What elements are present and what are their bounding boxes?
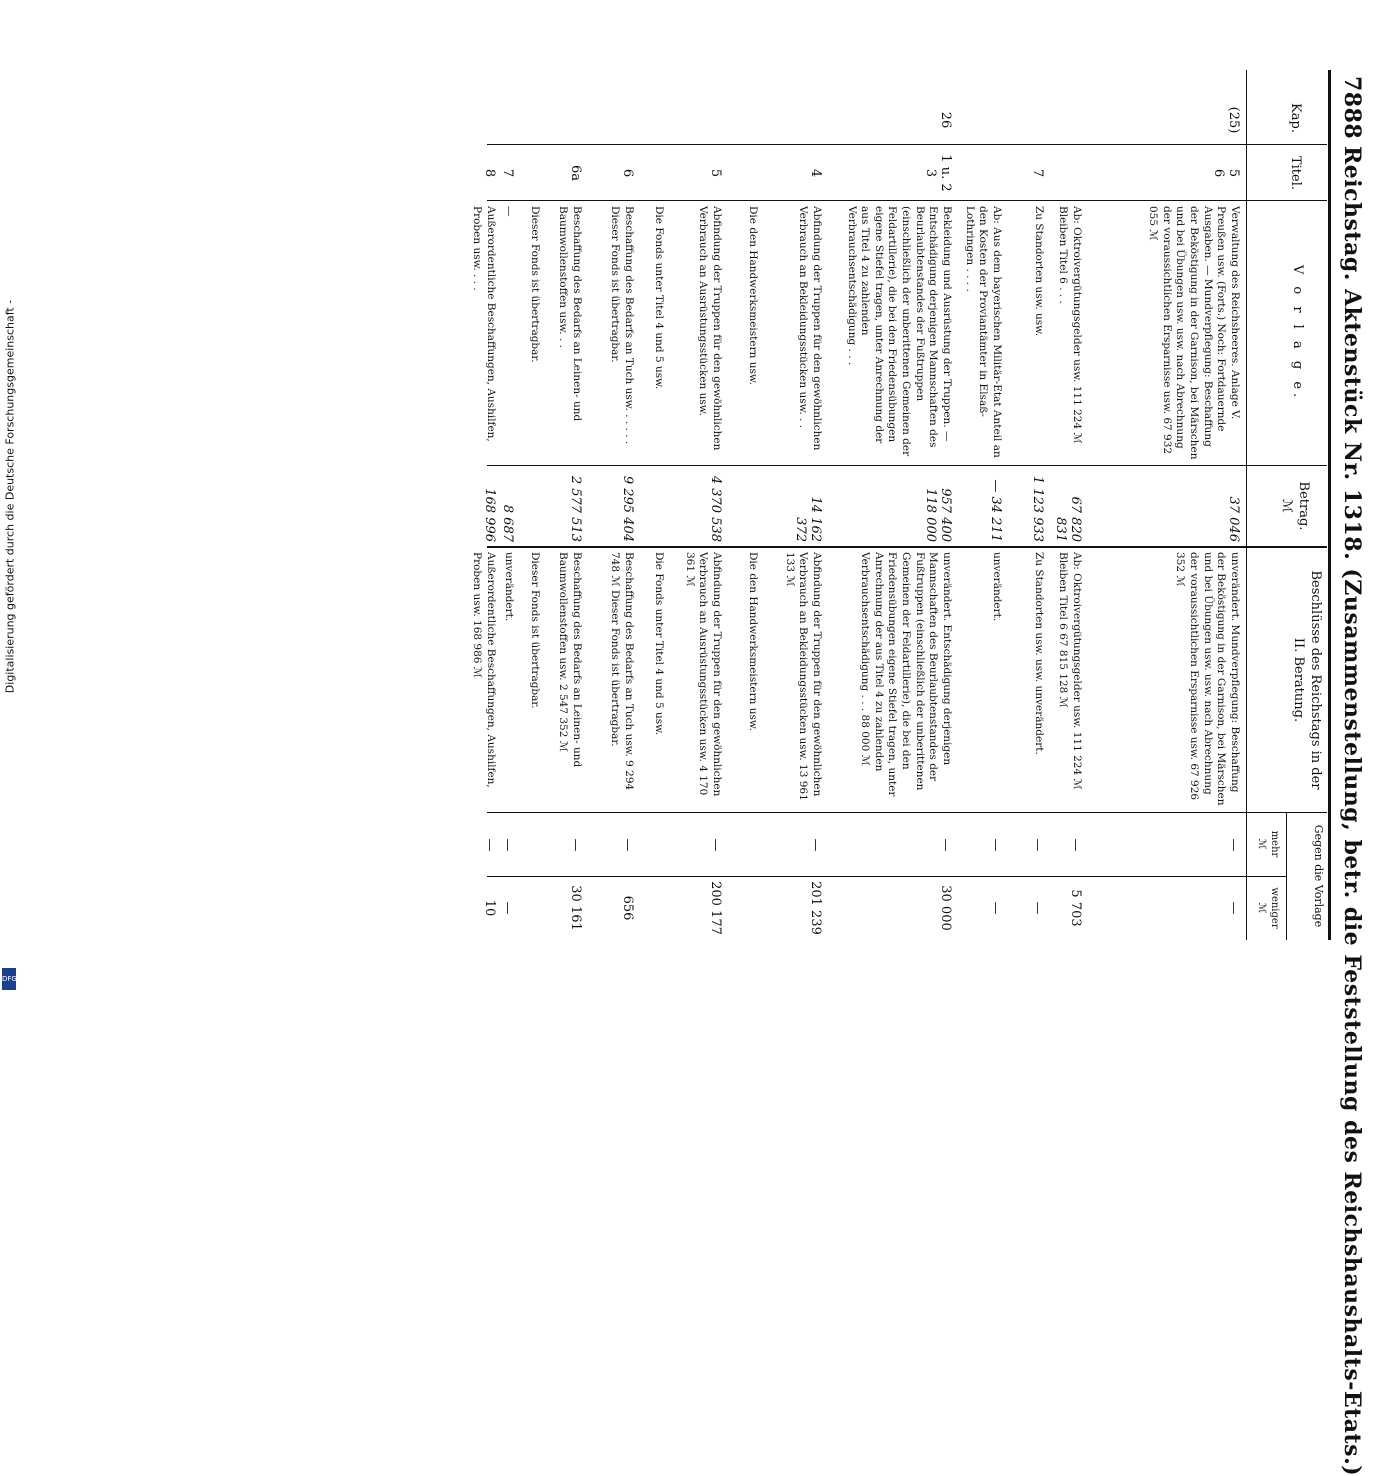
cell-vorlage: Abfindung der Truppen für den gewöhnlichen Verbrauch an Bekleidungsstücken usw. . . xyxy=(797,206,823,451)
cell-beschluss: Abfindung der Truppen für den gewöhnlichen Verbrauch an Bekleidungsstücken usw. 13 961 133 ℳ xyxy=(783,552,823,801)
cell-mehr: — xyxy=(1226,838,1241,852)
cell-betrag: 67 820 831 xyxy=(1053,496,1083,542)
cell-betrag: 37 046 xyxy=(1226,496,1241,542)
cell-mehr: — xyxy=(808,838,823,852)
cell-betrag: 957 400 118 000 xyxy=(923,488,953,542)
cell-mehr: — xyxy=(482,838,497,852)
cell-vorlage: Verwaltung des Reichsheeres. Anlage V. Preußen usw. (Forts.) Noch: Fortdauernde Ausgaben. — Mundverpflegung: Beschaffung der Beköstigung in der Garnison, bei Märschen und bei Übungen usw. usw. nach Abrechnung der voraussichtlichen Ersparnisse usw. 67 932 055 ℳ xyxy=(1147,206,1241,460)
cell-kap: 26 xyxy=(938,111,953,129)
cell-titel: 5 xyxy=(708,168,723,178)
page-header xyxy=(1333,76,1373,1476)
cell-titel: 7 xyxy=(500,168,515,178)
cell-betrag: — 34 211 xyxy=(988,479,1003,542)
cell-mehr: — xyxy=(988,838,1003,852)
page-number: 7888 xyxy=(1339,76,1365,140)
cell-beschluss: Ab: Oktroivergütungsgelder usw. 111 224 ℳ Bleiben Titel 6 67 815 128 ℳ xyxy=(1057,552,1083,790)
col-weniger: weniger ℳ xyxy=(1256,887,1280,929)
cell-mehr: — xyxy=(938,838,953,852)
cell-betrag: 168 996 xyxy=(482,488,497,542)
cell-betrag: 2 577 513 xyxy=(568,475,583,542)
cell-vorlage: Beschaffung des Bedarfs an Leinen- und Baumwollenstoffen usw. . . xyxy=(557,206,583,422)
cell-mehr: — xyxy=(568,838,583,852)
cell-mehr: — xyxy=(620,838,635,852)
cell-vorlage: Zu Standorten usw. usw. xyxy=(1033,206,1045,337)
cell-beschluss: Beschaffung des Bedarfs an Leinen- und Baumwollenstoffen usw. 2 547 352 ℳ xyxy=(557,552,583,768)
cell-beschluss: unverändert. Entschädigung derjenigen Mannschaften des Beurlaubtenstandes der Fußtruppen (einschließlich der unberittenen Gemeinen der Feldartillerie), die bei den Friedensübungen eigene Stiefel tragen, unter Anrechnung der aus Titel 4 zu zahlenden Verbrauchsentschädigung . . . 88 000 ℳ xyxy=(859,552,953,797)
col-mehr: mehr ℳ xyxy=(1256,830,1280,858)
cell-titel: 1 u. 2 3 xyxy=(923,154,953,192)
cell-titel: 8 xyxy=(482,168,497,178)
cell-betrag: 9 295 404 xyxy=(620,475,635,542)
col-vorlage: V o r l a g e. xyxy=(1290,264,1305,402)
cell-vorlage: Außerordentliche Beschaffungen, Aushilfen, Proben usw. . . . xyxy=(471,206,497,442)
cell-titel: 6a xyxy=(568,164,583,182)
cell-betrag: 14 162 372 xyxy=(793,496,823,542)
cell-vorlage: Bekleidung und Ausrüstung der Truppen. — Entschädigung derjenigen Mannschaften des Beurlaubtenstandes der Fußtruppen (einschließlich der unberittenen Gemeinen der Feldartillerie), die bei den Friedensübungen eigene Stiefel tragen, unter Anrechnung der aus Titel 4 zu zahlenden Verbrauchsentschädigung . . . xyxy=(845,206,953,457)
cell-weniger: — xyxy=(1030,901,1045,915)
cell-weniger: — xyxy=(500,901,515,915)
cell-beschluss: Die den Handwerksmeistern usw. xyxy=(747,552,759,731)
cell-beschluss: unverändert. xyxy=(991,552,1003,622)
cell-beschluss: Abfindung der Truppen für den gewöhnlichen Verbrauch an Ausrüstungsstücken usw. 4 170 361 ℳ xyxy=(683,552,723,797)
cell-titel: 7 xyxy=(1030,168,1045,178)
cell-weniger: 5 703 xyxy=(1068,889,1083,927)
cell-betrag: 4 370 538 xyxy=(708,475,723,542)
page-title: Reichstag. Aktenstück Nr. 1318. (Zusammenstellung, betr. die Feststellung des Reichshaushalts-Etats.) xyxy=(1339,146,1365,1476)
cell-beschluss: Zu Standorten usw. usw. unverändert. xyxy=(1033,552,1045,755)
col-beschluesse: Beschlüsse des Reichstags in der II. Beratung. xyxy=(1291,570,1323,790)
cell-beschluss: unverändert. xyxy=(503,552,515,622)
cell-vorlage: — xyxy=(503,206,515,217)
cell-mehr: — xyxy=(708,838,723,852)
cell-weniger: 656 xyxy=(620,895,635,921)
cell-titel: 5 6 xyxy=(1211,168,1241,178)
col-kap: Kap. xyxy=(1288,103,1303,133)
cell-vorlage: Die Fonds unter Titel 4 und 5 usw. xyxy=(653,206,665,390)
cell-mehr: — xyxy=(1068,838,1083,852)
digitization-note: Digitalisierung gefördert durch die Deutsche Forschungsgemeinschaft - xyxy=(3,299,17,694)
cell-weniger: 10 xyxy=(482,899,497,917)
col-betrag: Betrag. ℳ xyxy=(1279,481,1311,531)
col-titel: Titel. xyxy=(1288,155,1303,191)
cell-titel: 4 xyxy=(808,168,823,178)
cell-vorlage: Die den Handwerksmeistern usw. xyxy=(747,206,759,385)
cell-vorlage: Ab: Oktroivergütungsgelder usw. 111 224 ℳ Bleiben Titel 6 . . . xyxy=(1057,206,1083,444)
cell-weniger: 30 161 xyxy=(568,885,583,931)
cell-beschluss: Außerordentliche Beschaffungen, Aushilfen, Proben usw. 168 986 ℳ xyxy=(471,552,497,788)
dfg-logo: DFG xyxy=(2,968,16,990)
cell-weniger: — xyxy=(1226,901,1241,915)
col-gegen-vorlage: Gegen die Vorlage xyxy=(1312,824,1325,928)
cell-weniger: — xyxy=(988,901,1003,915)
cell-weniger: 201 239 xyxy=(808,881,823,935)
cell-beschluss: unverändert. Mundverpflegung: Beschaffung der Beköstigung in der Garnison, bei Märschen und bei Übungen usw. usw. nach Abrechnung der voraussichtlichen Ersparnisse usw. 67 926 352 ℳ xyxy=(1174,552,1241,806)
cell-kap: (25) xyxy=(1226,106,1241,134)
cell-vorlage: Beschaffung des Bedarfs an Tuch usw. . . . . . Dieser Fonds ist übertragbar. xyxy=(609,206,635,445)
cell-vorlage: Abfindung der Truppen für den gewöhnlichen Verbrauch an Ausrüstungsstücken usw. xyxy=(697,206,723,451)
cell-vorlage: Dieser Fonds ist übertragbar. xyxy=(529,206,541,363)
cell-beschluss: Beschaffung des Bedarfs an Tuch usw. 9 294 748 ℳ Dieser Fonds ist übertragbar. xyxy=(609,552,635,791)
cell-betrag: 8 687 xyxy=(500,504,515,542)
cell-mehr: — xyxy=(1030,838,1045,852)
cell-beschluss: Dieser Fonds ist übertragbar. xyxy=(529,552,541,709)
cell-mehr: — xyxy=(500,838,515,852)
cell-vorlage: Ab: Aus dem bayerischen Militär-Etat Anteil an den Kosten der Proviantämter in Elsaß-Lothringen . . . . xyxy=(963,206,1003,458)
cell-weniger: 200 177 xyxy=(708,881,723,935)
cell-beschluss: Die Fonds unter Titel 4 und 5 usw. xyxy=(653,552,665,736)
cell-betrag: 1 123 933 xyxy=(1030,475,1045,542)
cell-titel: 6 xyxy=(620,168,635,178)
cell-weniger: 30 000 xyxy=(938,885,953,931)
